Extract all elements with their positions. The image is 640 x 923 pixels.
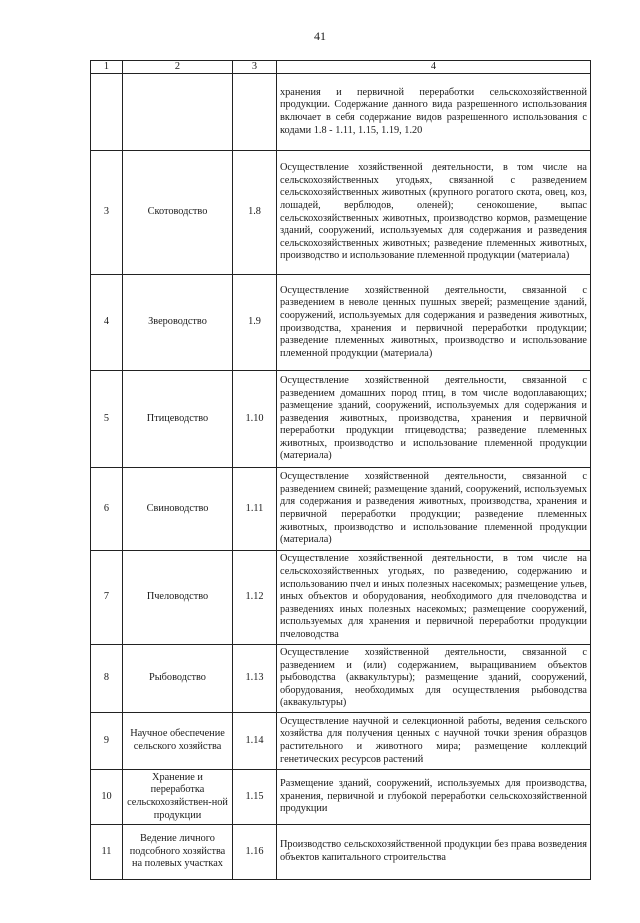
row-number: 11 — [91, 825, 123, 880]
row-description: Осуществление хозяйственной деятельности, связанной с разведением в неволе ценных пушных зверей; размещение зданий, сооружений, используемых для содержания и разведения животных, производства, хранения и первичной переработки продукции; разведение племенных животных, производство и использование племенной продукции (материала) — [277, 275, 591, 371]
row-description: Осуществление хозяйственной деятельности, в том числе на сельскохозяйственных угодьях, связанной с разведением сельскохозяйственных животных (крупного рогатого скота, овец, коз, лошадей, верблюдов, оленей); сенокошение, выпас сельскохозяйственных животных, производство кормов, размещение зданий, сооружений, используемых для содержания и разведения сельскохозяйственных животных; разведение племенных животных, производство и использование племенной продукции (материала) — [277, 151, 591, 275]
row-code: 1.12 — [233, 551, 277, 645]
row-name: Научное обеспечение сельского хозяйства — [123, 713, 233, 770]
continuation-row — [91, 74, 591, 151]
table-row — [91, 825, 591, 880]
row-code: 1.15 — [233, 770, 277, 825]
row-number: 9 — [91, 713, 123, 770]
row-description: Осуществление хозяйственной деятельности, связанной с разведением и (или) содержанием, выращиванием объектов рыбоводства (аквакультуры); размещение зданий, сооружений, оборудования, необходимых для осуществления рыбоводства (аквакультуры) — [277, 645, 591, 713]
row-name: Свиноводство — [123, 468, 233, 551]
row-description: Производство сельскохозяйственной продукции без права возведения объектов капитального строительства — [277, 825, 591, 880]
row-number: 8 — [91, 645, 123, 713]
row-name: Пчеловодство — [123, 551, 233, 645]
table-row — [91, 371, 591, 468]
row-name: Ведение личного подсобного хозяйства на полевых участках — [123, 825, 233, 880]
row-name: Рыбоводство — [123, 645, 233, 713]
row-code: 1.13 — [233, 645, 277, 713]
row-code: 1.10 — [233, 371, 277, 468]
row-code: 1.8 — [233, 151, 277, 275]
table-row — [91, 468, 591, 551]
land-use-table — [90, 60, 591, 880]
header-cell-3: 3 — [233, 61, 277, 74]
row-code: 1.9 — [233, 275, 277, 371]
header-cell-4: 4 — [277, 61, 591, 74]
row-code: 1.11 — [233, 468, 277, 551]
row-name: Хранение и переработка сельскохозяйствен-ной продукции — [123, 770, 233, 825]
row-description: Осуществление хозяйственной деятельности, в том числе на сельскохозяйственных угодьях, по разведению, содержанию и использованию пчел и иных полезных насекомых; размещение ульев, иных объектов и оборудования, необходимого для пчеловодства и разведениях иных полезных насекомых; размещение сооружений, используемых для хранения и первичной переработки продукции пчеловодства — [277, 551, 591, 645]
row-number: 3 — [91, 151, 123, 275]
table-row — [91, 645, 591, 713]
table-row — [91, 151, 591, 275]
row-number: 5 — [91, 371, 123, 468]
table-header-row — [91, 61, 591, 74]
row-number: 4 — [91, 275, 123, 371]
table-row — [91, 770, 591, 825]
row-description: Размещение зданий, сооружений, используемых для производства, хранения, первичной и глубокой переработки сельскохозяйственной продукции — [277, 770, 591, 825]
header-cell-2: 2 — [123, 61, 233, 74]
row-code: 1.16 — [233, 825, 277, 880]
row-number: 7 — [91, 551, 123, 645]
table-row — [91, 713, 591, 770]
continuation-text: хранения и первичной переработки сельскохозяйственной продукции. Содержание данного вида разрешенного использования включает в себя содержание видов разрешенного использования с кодами 1.8 - 1.11, 1.15, 1.19, 1.20 — [277, 74, 591, 151]
table-row — [91, 551, 591, 645]
row-number: 10 — [91, 770, 123, 825]
row-name: Звероводство — [123, 275, 233, 371]
row-name: Птицеводство — [123, 371, 233, 468]
header-cell-1: 1 — [91, 61, 123, 74]
page-number: 41 — [314, 29, 326, 43]
row-code: 1.14 — [233, 713, 277, 770]
row-description: Осуществление научной и селекционной работы, ведения сельского хозяйства для получения ценных с научной точки зрения образцов растительного и животного мира; размещение коллекций генетических ресурсов растений — [277, 713, 591, 770]
row-name: Скотоводство — [123, 151, 233, 275]
table-row — [91, 275, 591, 371]
row-description: Осуществление хозяйственной деятельности, связанной с разведением домашних пород птиц, в том числе водоплавающих; размещение зданий, сооружений, используемых для содержания и разведения животных, производства, хранения и первичной переработки продукции птицеводства; разведение племенных животных, производство и использование племенной продукции (материала) — [277, 371, 591, 468]
row-description: Осуществление хозяйственной деятельности, связанной с разведением свиней; размещение зданий, сооружений, используемых для содержания и разведения животных, производства, хранения и первичной переработки продукции; разведение племенных животных, производство и использование племенной продукции (материала) — [277, 468, 591, 551]
row-number: 6 — [91, 468, 123, 551]
